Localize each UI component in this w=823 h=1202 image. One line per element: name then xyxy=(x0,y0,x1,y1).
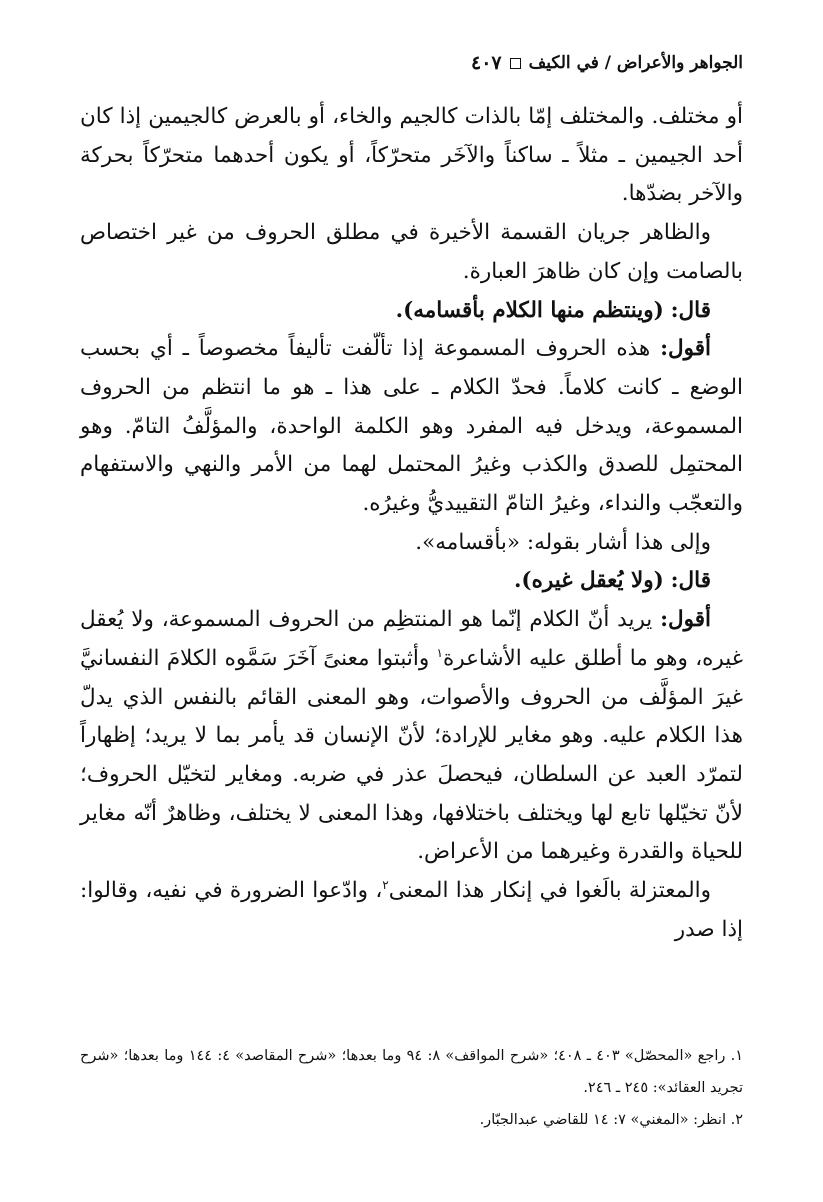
paragraph xyxy=(80,330,743,524)
commentary-text: والمعتزلة بالَغوا في إنكار هذا المعنى xyxy=(388,878,712,904)
commentary-text: وأثبتوا معنىً آخَرَ سَمَّوه الكلامَ النفسانيَّ غيرَ المؤلَّف من الحروف والأصوات، وهو المعنى القائم بالنفس الذي يدلّ هذا الكلام عليه. وهو مغاير للإرادة؛ لأنّ الإنسان قد يأمر بما لا يريد؛ إظهاراً لتمرّد العبد عن السلطان، فيحصلَ عذر في ضربه. ومغاير لتخيّل الحروف؛ لأنّ تخيّلها تابع لها ويختلف باختلافها، وهذا المعنى لا يختلف، وظاهرٌ أنّه مغاير للحياة والقدرة وغيرهما من الأعراض. xyxy=(80,645,743,865)
paragraph xyxy=(80,562,743,601)
footnote-ref[interactable]: ٢ xyxy=(382,877,389,892)
main-text xyxy=(80,98,743,949)
aqulu-label: أقول: xyxy=(660,336,711,362)
paragraph: وإلى هذا أشار بقوله: «بأقسامه». xyxy=(415,529,711,555)
paragraph xyxy=(80,292,743,331)
footnotes xyxy=(80,1040,743,1136)
running-head xyxy=(471,52,743,74)
footnote: ٢. انظر: «المغني» ٧: ١٤ للقاضي عبدالجبّار. xyxy=(479,1112,743,1128)
footnote: ١. راجع «المحصّل» ٤٠٣ ـ ٤٠٨؛ «شرح المواقف» ٨: ٩٤ وما بعدها؛ «شرح المقاصد» ٤: ١٤٤ وما بعدها؛ «شرح تجريد العقائد»: ٢٤٥ ـ ٢٤٦. xyxy=(80,1048,744,1096)
matn-quote: (ولا يُعقل غيره). xyxy=(513,568,664,594)
running-title: الجواهر والأعراض / في الكيف xyxy=(528,53,743,73)
commentary-text: هذه الحروف المسموعة إذا تألّفت تأليفاً مخصوصاً ـ أي بحسب الوضع ـ كانت كلاماً. فحدّ الكلام ـ على هذا ـ هو ما انتظم من الحروف المسموعة، ويدخل فيه المفرد وهو الكلمة الواحدة، والمؤلَّفُ التامّ. وهو المحتمِل للصدق والكذب وغيرُ المحتمل لهما من الأمر والنهي والاستفهام والتعجّب والنداء، وغيرُ التامّ التقييديُّ وغيرُه. xyxy=(80,336,743,517)
box-separator-icon xyxy=(510,58,521,69)
qala-label: قال: xyxy=(670,568,711,594)
page-number: ٤٠٧ xyxy=(471,52,502,74)
paragraph xyxy=(80,601,743,872)
matn-quote: (وينتظم منها الكلام بأقسامه). xyxy=(395,297,664,323)
paragraph: والظاهر جريان القسمة الأخيرة في مطلق الحروف من غير اختصاص بالصامت وإن كان ظاهرَ العبارة. xyxy=(80,220,743,284)
commentary-text: ، وادّعوا الضرورة في نفيه، وقالوا: إذا صدر xyxy=(80,878,743,942)
qala-label: قال: xyxy=(670,297,711,323)
commentary-text: يريد أنّ الكلام إنّما هو المنتظِم من الحروف المسموعة، ولا يُعقل غيره، وهو ما أطلق عليه الأشاعرة xyxy=(80,607,743,671)
paragraph: أو مختلف. والمختلف إمّا بالذات كالجيم والخاء، أو بالعرض كالجيمين إذا كان أحد الجيمين ـ مثلاً ـ ساكناً والآخَر متحرّكاً، أو يكون أحدهما متحرّكاً بحركة والآخر بضدّها. xyxy=(80,104,743,207)
paragraph xyxy=(80,872,743,949)
aqulu-label: أقول: xyxy=(660,607,711,633)
footnote-ref[interactable]: ١ xyxy=(436,645,443,660)
